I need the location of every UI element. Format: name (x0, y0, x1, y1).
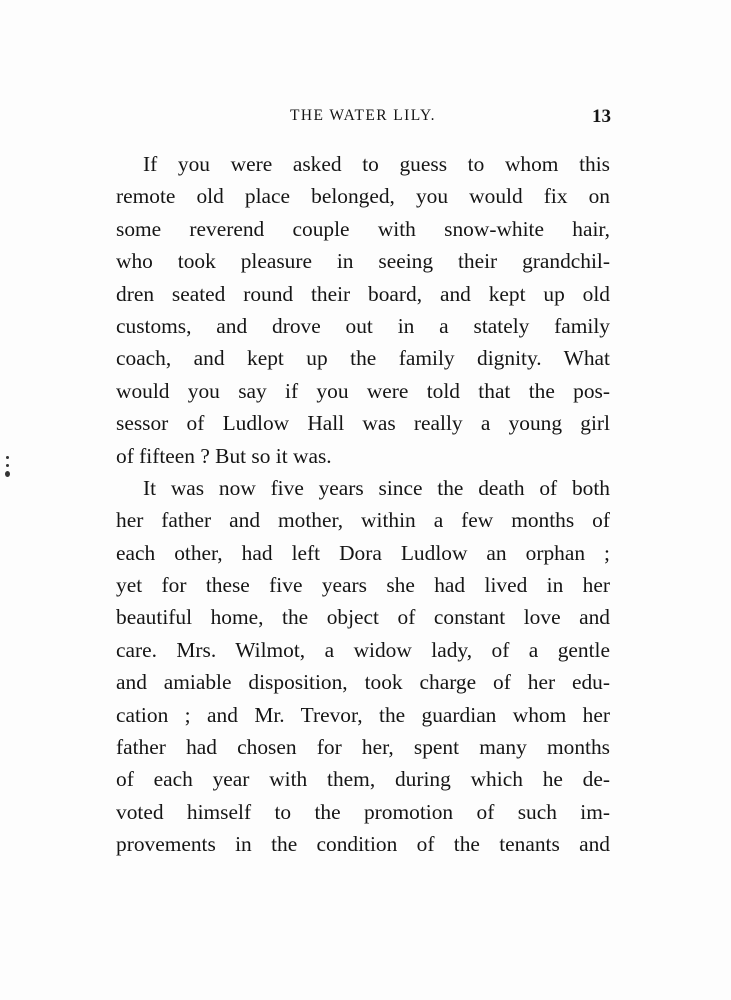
text-line: cation ; and Mr. Trevor, the guardian whom her (116, 702, 610, 727)
text-line: If you were asked to guess to whom this (143, 152, 610, 176)
text-line: and amiable disposition, took charge of her edu- (116, 670, 610, 695)
text-line: some reverend couple with snow-white hair, (116, 216, 610, 241)
text-line: father had chosen for her, spent many months (116, 735, 610, 760)
text-line: her father and mother, within a few months of (116, 508, 610, 533)
body-text (116, 148, 610, 861)
text-line: yet for these five years she had lived in her (116, 573, 610, 598)
text-line: would you say if you were told that the pos- (116, 378, 610, 403)
paragraph-1 (116, 148, 610, 472)
text-line: who took pleasure in seeing their grandchil- (116, 249, 610, 274)
text-line: dren seated round their board, and kept up old (116, 281, 610, 306)
text-line: beautiful home, the object of constant love and (116, 605, 610, 630)
text-line: It was now five years since the death of both (143, 475, 610, 500)
text-line: of fifteen ? But so it was. (116, 443, 332, 468)
text-line: remote old place belonged, you would fix on (116, 184, 610, 209)
text-line: voted himself to the promotion of such im- (116, 799, 610, 824)
page-number: 13 (592, 106, 611, 127)
paragraph-2 (116, 472, 610, 861)
margin-ink-mark (5, 456, 11, 478)
running-title: THE WATER LILY. (290, 107, 436, 124)
text-line: each other, had left Dora Ludlow an orphan ; (116, 540, 610, 565)
text-line: provements in the condition of the tenants and (116, 832, 610, 857)
text-line: care. Mrs. Wilmot, a widow lady, of a gentle (116, 637, 610, 662)
text-line: coach, and kept up the family dignity. What (116, 346, 610, 371)
running-head (115, 104, 611, 134)
text-line: of each year with them, during which he de- (116, 767, 610, 792)
text-line: customs, and drove out in a stately family (116, 313, 610, 338)
text-line: sessor of Ludlow Hall was really a young girl (116, 411, 610, 436)
